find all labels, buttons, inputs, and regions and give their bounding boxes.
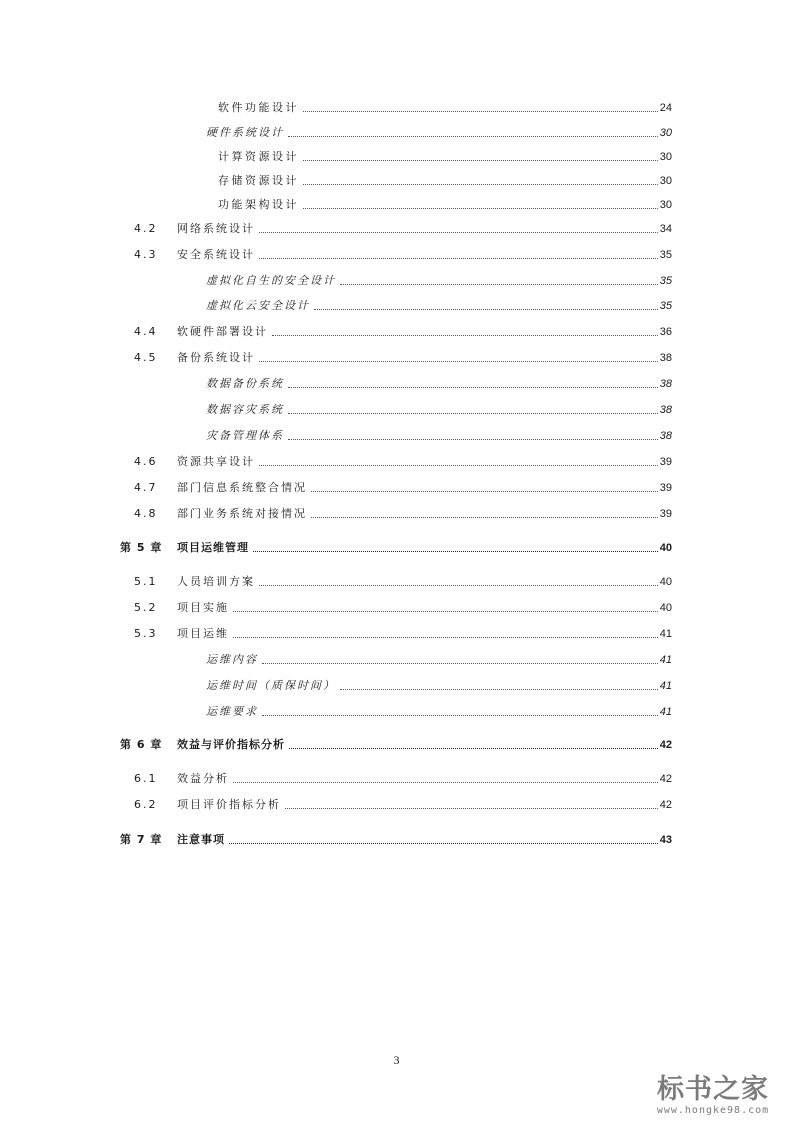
toc-entry-page: 39 [659, 482, 672, 494]
watermark-logo [643, 1075, 783, 1116]
toc-entry-title: 备份系统设计 [177, 351, 255, 364]
toc-entry-line [206, 679, 672, 693]
toc-entry-page: 38 [659, 352, 672, 364]
toc-entry [0, 317, 793, 339]
toc-entry-title: 数据容灾系统 [206, 403, 284, 416]
toc-entry-page: 42 [659, 739, 672, 751]
toc-dot-leader [303, 184, 658, 185]
toc-entry-title: 效益分析 [177, 772, 229, 785]
toc-entry-number: 5.2 [134, 601, 158, 614]
toc-entry-title: 运维要求 [206, 705, 258, 718]
toc-dot-leader [233, 611, 658, 612]
toc-entry [0, 671, 793, 693]
toc-entry-title: 运维内容 [206, 653, 258, 666]
toc-entry-number: 第 7 章 [120, 833, 163, 846]
toc-entry-line [177, 541, 672, 555]
toc-entry-line [218, 174, 672, 188]
toc-entry [0, 214, 793, 236]
toc-dot-leader [233, 637, 658, 638]
toc-entry-number: 5.3 [134, 627, 158, 640]
toc-entry-page: 38 [659, 404, 672, 416]
toc-entry-line [177, 772, 672, 786]
toc-entry-line [177, 325, 672, 339]
toc-entry-line [177, 455, 672, 469]
toc-dot-leader [340, 284, 658, 285]
toc-dot-leader [285, 808, 658, 809]
toc-entry-line [177, 833, 672, 847]
toc-entry-title: 虚拟化自生的安全设计 [206, 274, 336, 287]
toc-entry-title: 数据备份系统 [206, 377, 284, 390]
toc-dot-leader [314, 309, 658, 310]
toc-entry-page: 41 [659, 706, 672, 718]
toc-dot-leader [229, 843, 658, 844]
toc-entry-page: 30 [659, 199, 672, 211]
toc-dot-leader [288, 413, 658, 414]
toc-entry [0, 291, 793, 313]
toc-entry-line [206, 705, 672, 719]
toc-entry-title: 资源共享设计 [177, 455, 255, 468]
toc-entry-number: 4.3 [134, 248, 158, 261]
toc-entry-line [206, 274, 672, 288]
toc-entry [0, 764, 793, 786]
toc-entry [0, 142, 793, 164]
toc-entry [0, 790, 793, 812]
toc-entry-page: 42 [659, 799, 672, 811]
toc-entry-line [177, 738, 672, 752]
toc-entry-title: 虚拟化云安全设计 [206, 299, 310, 312]
page-number: 3 [393, 1053, 400, 1067]
watermark-url: www.hongke98.com [656, 1105, 770, 1116]
toc-entry-title: 人员培训方案 [177, 575, 255, 588]
toc-entry [0, 190, 793, 212]
toc-entry [0, 343, 793, 365]
toc-entry-page: 40 [659, 576, 672, 588]
toc-entry-line [206, 126, 672, 140]
toc-dot-leader [259, 361, 658, 362]
toc-entry [0, 369, 793, 391]
toc-entry-title: 网络系统设计 [177, 222, 255, 235]
toc-entry-number: 6.1 [134, 772, 158, 785]
toc-entry-page: 34 [659, 223, 672, 235]
toc-entry-page: 40 [659, 602, 672, 614]
toc-entry [0, 421, 793, 443]
toc-dot-leader [262, 663, 658, 664]
toc-entry-line [177, 481, 672, 495]
toc-dot-leader [272, 335, 658, 336]
toc-entry-number: 6.2 [134, 798, 158, 811]
toc-entry-page: 30 [659, 127, 672, 139]
toc-entry-line [177, 798, 672, 812]
toc-entry [0, 240, 793, 262]
toc-entry-page: 35 [659, 249, 672, 261]
toc-entry-line [177, 575, 672, 589]
toc-entry-page: 42 [659, 773, 672, 785]
toc-entry [0, 697, 793, 719]
toc-dot-leader [259, 232, 658, 233]
toc-dot-leader [340, 689, 658, 690]
toc-entry [0, 118, 793, 140]
toc-entry-title: 注意事项 [177, 833, 225, 846]
toc-dot-leader [303, 208, 658, 209]
toc-entry [0, 93, 793, 115]
toc-entry-title: 安全系统设计 [177, 248, 255, 261]
toc-entry-number: 第 5 章 [120, 541, 163, 554]
toc-dot-leader [289, 748, 658, 749]
toc-dot-leader [288, 439, 658, 440]
toc-entry-page: 24 [659, 102, 672, 114]
toc-entry [0, 825, 793, 847]
toc-dot-leader [303, 111, 658, 112]
toc-dot-leader [288, 136, 658, 137]
toc-entry [0, 499, 793, 521]
toc-dot-leader [288, 387, 658, 388]
toc-entry-title: 软件功能设计 [218, 101, 299, 114]
toc-entry [0, 166, 793, 188]
toc-entry-page: 39 [659, 508, 672, 520]
toc-dot-leader [311, 491, 658, 492]
toc-dot-leader [259, 465, 658, 466]
toc-dot-leader [262, 715, 658, 716]
toc-entry-title: 功能架构设计 [218, 198, 299, 211]
toc-entry-title: 项目运维管理 [177, 541, 249, 554]
toc-dot-leader [311, 517, 658, 518]
toc-entry-page: 40 [659, 542, 672, 554]
toc-entry-title: 部门业务系统对接情况 [177, 507, 307, 520]
toc-entry-line [206, 377, 672, 391]
toc-entry-line [177, 627, 672, 641]
toc-entry-number: 4.8 [134, 507, 158, 520]
toc-entry-page: 30 [659, 151, 672, 163]
toc-entry-line [218, 101, 672, 115]
toc-dot-leader [303, 160, 658, 161]
toc-entry-page: 38 [659, 430, 672, 442]
toc-entry-title: 项目评价指标分析 [177, 798, 281, 811]
toc-entry [0, 447, 793, 469]
toc-entry-page: 43 [659, 834, 672, 846]
toc-entry-number: 4.4 [134, 325, 158, 338]
toc-entry-title: 部门信息系统整合情况 [177, 481, 307, 494]
toc-entry-line [177, 507, 672, 521]
toc-dot-leader [259, 258, 658, 259]
toc-entry-page: 35 [659, 275, 672, 287]
toc-entry [0, 567, 793, 589]
watermark-logo-text: 标书之家 [657, 1074, 769, 1105]
toc-entry [0, 645, 793, 667]
toc-entry-number: 4.6 [134, 455, 158, 468]
toc-entry-page: 41 [659, 654, 672, 666]
toc-entry [0, 593, 793, 615]
toc-entry-page: 30 [659, 175, 672, 187]
toc-entry-line [177, 248, 672, 262]
toc-entry [0, 619, 793, 641]
toc-entry-title: 计算资源设计 [218, 150, 299, 163]
toc-entry [0, 395, 793, 417]
toc-entry-title: 项目实施 [177, 601, 229, 614]
toc-dot-leader [253, 551, 658, 552]
toc-entry-page: 38 [659, 378, 672, 390]
toc-entry-page: 39 [659, 456, 672, 468]
toc-dot-leader [233, 782, 658, 783]
toc-entry-page: 35 [659, 300, 672, 312]
toc-entry-title: 软硬件部署设计 [177, 325, 268, 338]
toc-entry-page: 41 [659, 680, 672, 692]
toc-entry-line [218, 150, 672, 164]
toc-entry-page: 36 [659, 326, 672, 338]
toc-entry-number: 4.7 [134, 481, 158, 494]
toc-entry [0, 533, 793, 555]
toc-entry-line [177, 222, 672, 236]
toc-entry-line [218, 198, 672, 212]
toc-entry-line [206, 403, 672, 417]
toc-entry-line [177, 601, 672, 615]
toc-entry-number: 第 6 章 [120, 738, 163, 751]
toc-entry-title: 运维时间（质保时间） [206, 679, 336, 692]
toc-entry-line [177, 351, 672, 365]
toc-entry-title: 灾备管理体系 [206, 429, 284, 442]
toc-entry-line [206, 299, 672, 313]
toc-entry-title: 硬件系统设计 [206, 126, 284, 139]
toc-entry [0, 730, 793, 752]
toc-dot-leader [259, 585, 658, 586]
toc-entry [0, 266, 793, 288]
toc-entry-number: 5.1 [134, 575, 158, 588]
toc-entry-number: 4.2 [134, 222, 158, 235]
toc-entry-title: 项目运维 [177, 627, 229, 640]
toc-entry-page: 41 [659, 628, 672, 640]
toc-entry-title: 存储资源设计 [218, 174, 299, 187]
toc-entry-number: 4.5 [134, 351, 158, 364]
toc-entry [0, 473, 793, 495]
toc-entry-title: 效益与评价指标分析 [177, 738, 285, 751]
toc-entry-line [206, 653, 672, 667]
toc-entry-line [206, 429, 672, 443]
